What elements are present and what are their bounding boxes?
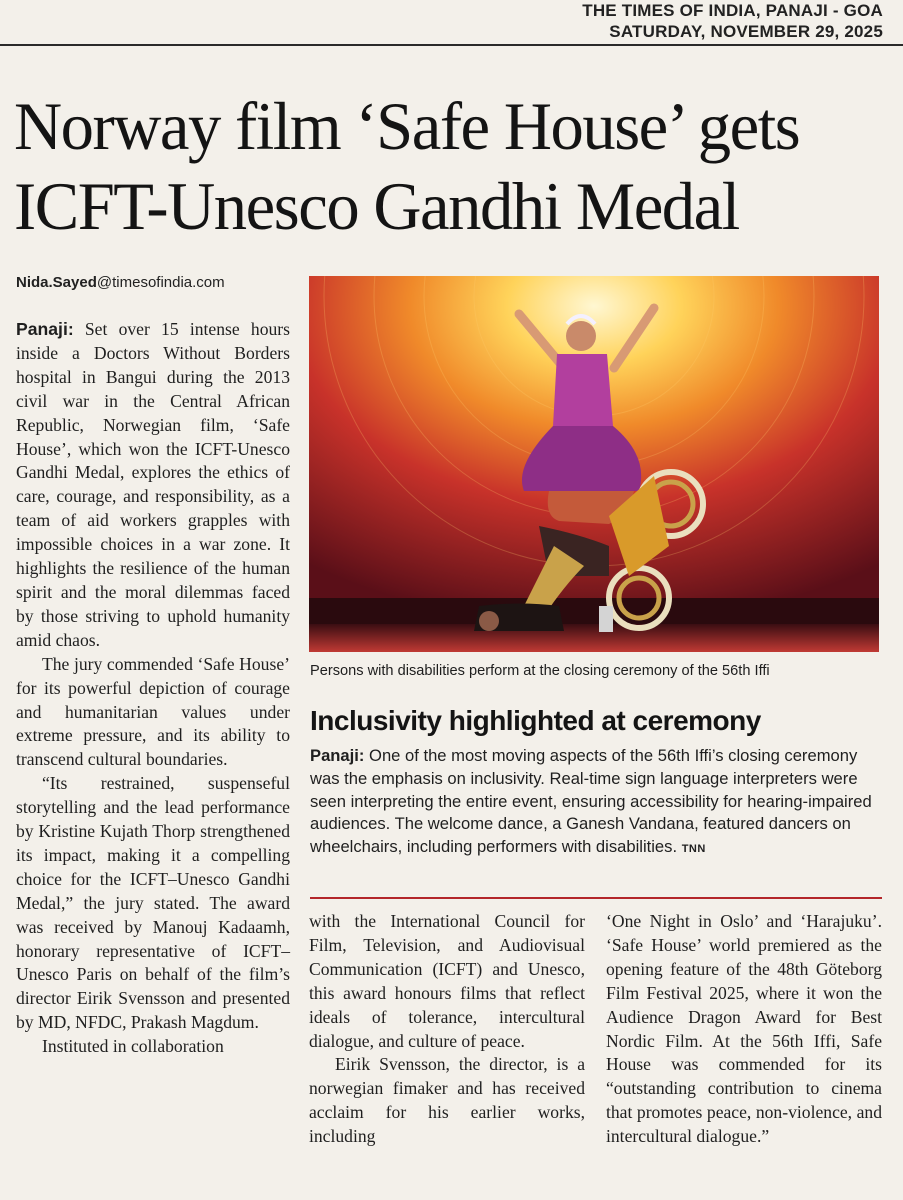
masthead-date: SATURDAY, NOVEMBER 29, 2025 xyxy=(609,22,883,41)
dance-photo-illustration xyxy=(309,276,879,652)
sidebar-story xyxy=(310,745,882,861)
article-column-3 xyxy=(606,910,882,1149)
sidebar-divider xyxy=(310,897,882,899)
article-paragraph-5: with the International Council for Film, Television, and Audiovisual Communication (ICFT) and Unesco, this award honours films that reflect ideals of tolerance, intercultural dialogue, and culture of peace. xyxy=(309,911,585,1051)
article-column-2 xyxy=(309,910,585,1149)
byline xyxy=(16,274,225,291)
photo-caption: Persons with disabilities perform at the closing ceremony of the 56th Iffi xyxy=(310,663,770,679)
article-dateline: Panaji: xyxy=(16,319,74,339)
byline-domain: @timesofindia.com xyxy=(96,274,225,291)
article-paragraph-7: ‘One Night in Oslo’ and ‘Harajuku’. ‘Safe House’ world premiered as the opening feature of the 48th Göteborg Film Festival 2025, where it won the Audience Dragon Award for Best Nordic Film. At the 56th Iffi, Safe House was commended for its “outstanding contribution to cinema that promotes peace, non-violence, and intercultural dialogue.” xyxy=(606,911,882,1147)
sidebar-body: One of the most moving aspects of the 56th Iffi’s closing ceremony was the emphasis on inclusivity. Real-time sign language interpreters were seen interpreting the entire event, ensuring accessibility for hearing-impaired audiences. The welcome dance, a Ganesh Vandana, featured dancers on wheelchairs, including performers with disabilities. xyxy=(310,746,872,857)
dance-performance-photo xyxy=(309,276,879,652)
sidebar-credit: TNN xyxy=(681,843,706,856)
byline-name: Nida.Sayed xyxy=(16,274,97,291)
headline-line-1: Norway film ‘Safe House’ gets xyxy=(14,88,800,164)
article-paragraph-4: Instituted in collaboration xyxy=(42,1036,224,1057)
article-paragraph-1-text: Set over 15 intense hours inside a Doctors Without Borders hospital in Bangui during the 2013 civil war in the Central African Republic, Norwegian film, ‘Safe House’, which won the ICFT-Unesco Gandhi Medal, explores the ethics of care, courage, and responsibility, as a team of aid workers grapples with impossible choices in a war zone. It highlights the resilience of the human spirit and the moral dilemmas faced by those striving to uphold humanity amid chaos. xyxy=(16,319,290,650)
sidebar-dateline: Panaji: xyxy=(310,746,365,765)
article-paragraph-3: “Its restrained, suspenseful storytelling and the lead performance by Kristine Kujath Thorp strengthened its impact, making it a compelling choice for the ICFT–Unesco Gandhi Medal,” the jury stated. The award was received by Manouj Kadaamh, honorary representative of ICFT–Unesco Paris on behalf of the film’s director Eirik Svensson and presented by MD, NFDC, Prakash Magdum. xyxy=(16,773,290,1033)
masthead-paper-name: THE TIMES OF INDIA, PANAJI - GOA xyxy=(582,1,883,20)
article-paragraph xyxy=(16,318,290,653)
article-column-1 xyxy=(16,318,290,1059)
headline xyxy=(14,86,876,246)
article-paragraph-2: The jury commended ‘Safe House’ for its powerful depiction of courage and humanitarian values under extreme pressure, and its ability to transcend cultural boundaries. xyxy=(16,653,290,770)
sidebar-headline: Inclusivity highlighted at ceremony xyxy=(310,705,761,736)
masthead-rule xyxy=(0,44,903,46)
headline-line-2: ICFT-Unesco Gandhi Medal xyxy=(14,168,739,244)
article-paragraph-6: Eirik Svensson, the director, is a norwegian fimaker and has received acclaim for his earlier works, including xyxy=(309,1054,585,1147)
masthead xyxy=(582,0,883,42)
